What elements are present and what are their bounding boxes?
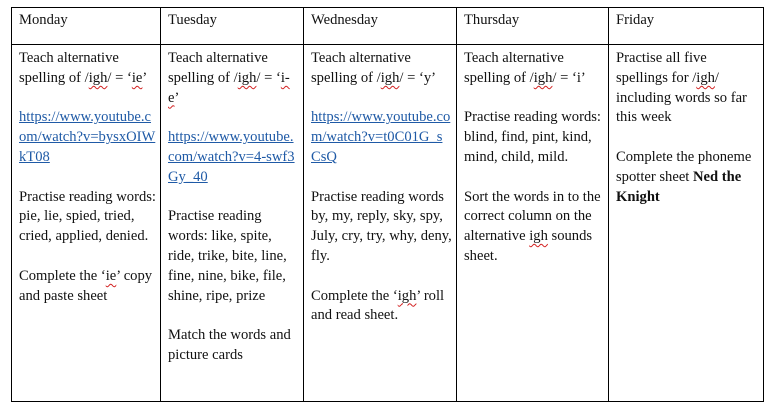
thursday-teach: Teach alternative spelling of /igh/ = ‘i’	[464, 50, 586, 86]
tuesday-task: Match the words and picture cards	[168, 327, 291, 363]
thursday-cell	[457, 45, 609, 402]
monday-task: Complete the ‘ie’ copy and paste sheet	[19, 267, 153, 304]
thursday-practise: Practise reading words: blind, find, pint, kind, mind, child, mild.	[464, 109, 601, 165]
tuesday-video-link[interactable]: https://www.youtube.com/watch?v=4-swf3Gy_40	[168, 129, 295, 185]
header-friday: Friday	[609, 8, 764, 45]
tuesday-cell	[161, 45, 304, 402]
header-thursday: Thursday	[457, 8, 609, 45]
friday-task: Complete the phoneme spotter sheet Ned the Knight	[616, 148, 752, 205]
header-row	[12, 8, 764, 45]
wednesday-practise: Practise reading words by, my, reply, sky, spy, July, cry, try, why, deny, fly.	[311, 188, 452, 264]
content-row	[12, 45, 764, 402]
monday-practise: Practise reading words: pie, lie, spied, tried, cried, applied, denied.	[19, 188, 156, 245]
monday-video-link[interactable]: https://www.youtube.com/watch?v=bysxOIWkT08	[19, 109, 156, 165]
header-monday: Monday	[12, 8, 161, 45]
tuesday-practise: Practise reading words: like, spite, ride, trike, bite, line, fine, nine, bike, file, shine, ripe, prize	[168, 208, 287, 304]
header-tuesday: Tuesday	[161, 8, 304, 45]
header-wednesday: Wednesday	[304, 8, 457, 45]
thursday-task: Sort the words in to the correct column on the alternative igh sounds sheet.	[464, 188, 601, 264]
wednesday-video-link[interactable]: https://www.youtube.com/watch?v=t0C01G_sCsQ	[311, 109, 451, 165]
friday-teach: Practise all five spellings for /igh/ including words so far this week	[616, 50, 747, 126]
tuesday-teach: Teach alternative spelling of /igh/ = ‘i-e’	[168, 50, 290, 106]
friday-cell	[609, 45, 764, 402]
wednesday-teach: Teach alternative spelling of /igh/ = ‘y’	[311, 50, 436, 86]
wednesday-task: Complete the ‘igh’ roll and read sheet.	[311, 287, 445, 324]
monday-teach: Teach alternative spelling of /igh/ = ‘ie’	[19, 50, 148, 86]
ned-the-knight-label: Ned the Knight	[616, 168, 742, 205]
wednesday-cell	[304, 45, 457, 402]
weekly-plan-table	[11, 7, 764, 402]
monday-cell	[12, 45, 161, 402]
